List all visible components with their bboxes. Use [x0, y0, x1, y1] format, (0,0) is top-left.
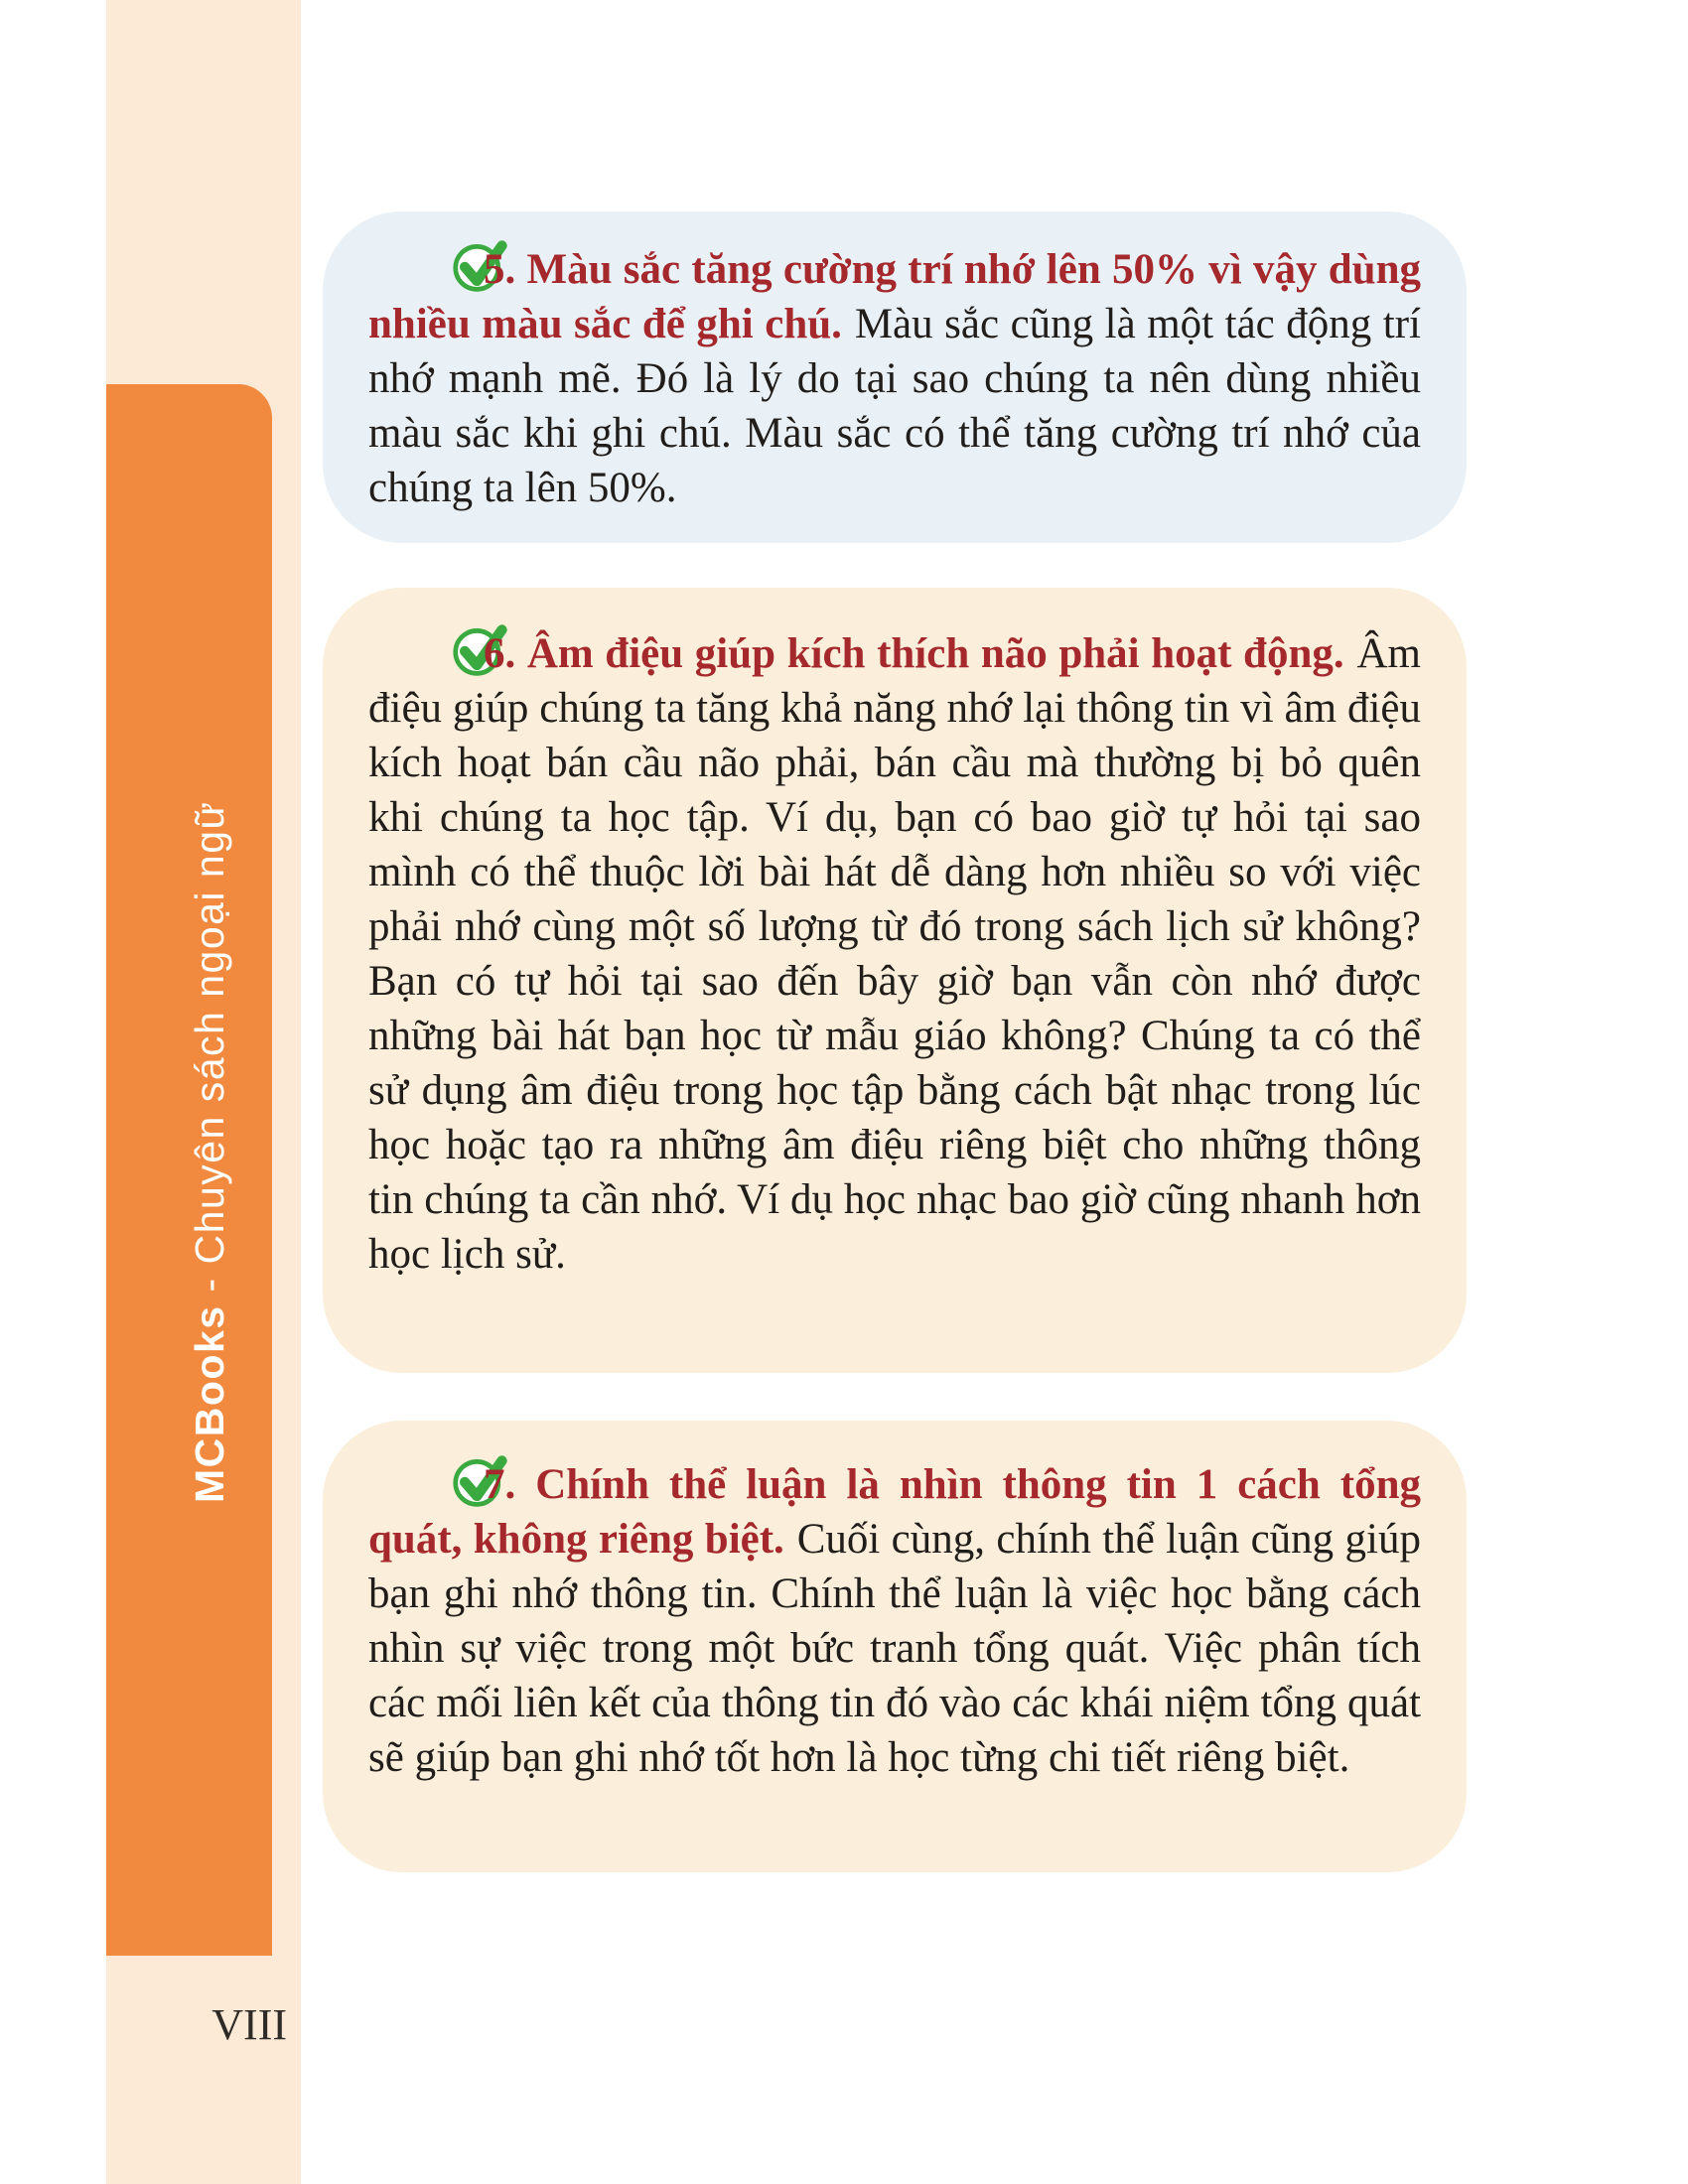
check-circle-icon: [410, 621, 468, 679]
tip-box-6: [323, 588, 1467, 1373]
check-circle-icon: [410, 1452, 468, 1510]
tip-5-paragraph: [368, 237, 1421, 515]
tip-5-body: Màu sắc cũng là một tác động trí nhớ mạnh mẽ. Đó là lý do tại sao chúng ta nên dùng nhiều màu sắc khi ghi chú. Màu sắc có thể tăng cường trí nhớ của chúng ta lên 50%.: [368, 301, 1421, 511]
tip-box-7: [323, 1421, 1467, 1872]
tip-box-5: [323, 211, 1467, 543]
publisher-brand: MCBooks: [187, 1304, 232, 1503]
tip-5-heading: 5. Màu sắc tăng cường trí nhớ lên 50% vì vậy dùng nhiều màu sắc để ghi chú.: [368, 246, 1421, 347]
publisher-spine-text: [187, 801, 232, 1503]
tip-6-body: Âm điệu giúp chúng ta tăng khả năng nhớ lại thông tin vì âm điệu kích hoạt bán cầu não phải, bán cầu mà thường bị bỏ quên khi chúng ta học tập. Ví dụ, bạn có bao giờ tự hỏi tại sao mình có thể thuộc lời bài hát dễ dàng hơn nhiều so với việc phải nhớ cùng một số lượng từ đó trong sách lịch sử không? Bạn có tự hỏi tại sao đến bây giờ bạn vẫn còn nhớ được những bài hát bạn học từ mẫu giáo không? Chúng ta có thể sử dụng âm điệu trong học tập bằng cách bật nhạc trong lúc học hoặc tạo ra những âm điệu riêng biệt cho những thông tin chúng ta cần nhớ. Ví dụ học nhạc bao giờ cũng nhanh hơn học lịch sử.: [368, 630, 1421, 1278]
page-number: VIII: [211, 2000, 287, 2049]
tip-6-paragraph: [368, 621, 1421, 1282]
tip-7-heading: 7. Chính thể luận là nhìn thông tin 1 cách tổng quát, không riêng biệt.: [368, 1461, 1421, 1563]
publisher-series: - Chuyên sách ngoại ngữ: [187, 800, 232, 1305]
tip-7-paragraph: [368, 1452, 1421, 1785]
tip-6-heading: 6. Âm điệu giúp kích thích não phải hoạt động.: [484, 630, 1344, 677]
check-circle-icon: [410, 237, 468, 295]
tip-7-body: Cuối cùng, chính thể luận cũng giúp bạn ghi nhớ thông tin. Chính thể luận là việc học bằng cách nhìn sự việc trong một bức tranh tổng quát. Việc phân tích các mối liên kết của thông tin đó vào các khái niệm tổng quát sẽ giúp bạn ghi nhớ tốt hơn là học từng chi tiết riêng biệt.: [368, 1516, 1421, 1781]
